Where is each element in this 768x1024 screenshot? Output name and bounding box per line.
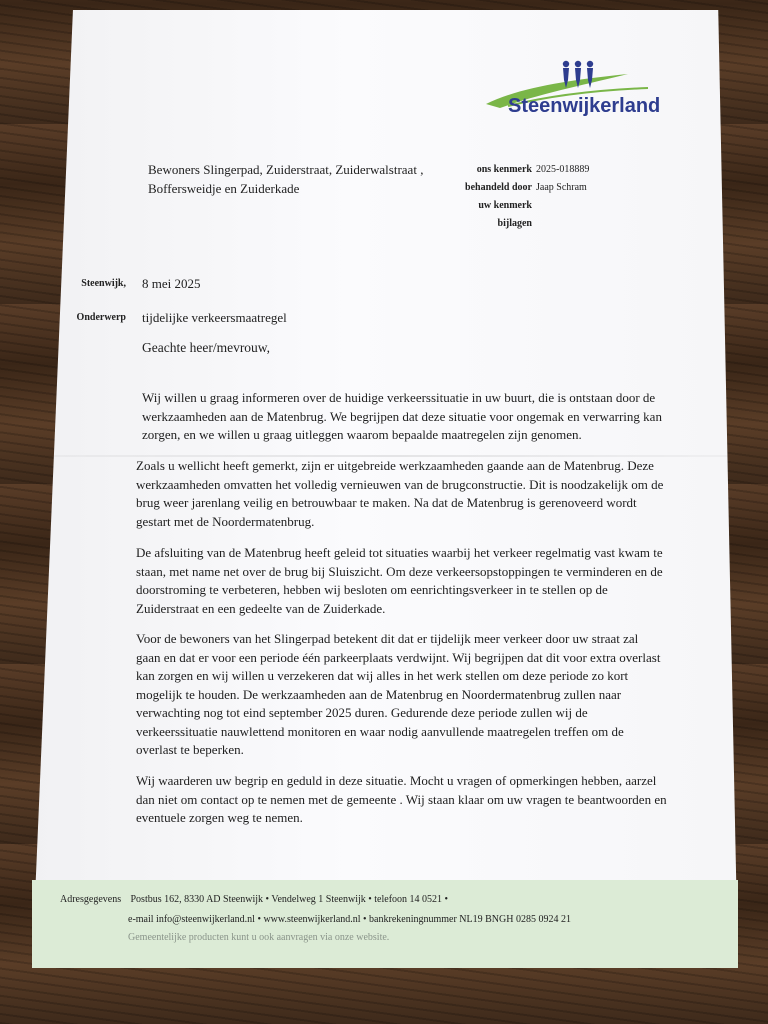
body-line: dan niet om contact op te nemen met de gemeente . Wij staan klaar om uw vragen te beantwoorden en (136, 791, 667, 807)
subject-value: tijdelijke verkeersmaatregel (142, 310, 287, 325)
logo-wordmark: Steenwijkerland (508, 95, 661, 117)
reference-block (440, 161, 589, 233)
body-line: verkeerssituatie nauwlettend monitoren en waar nodig aanvullende maatregelen treffen om de (136, 723, 624, 739)
reference-value: Jaap Schram (536, 182, 587, 193)
body-paragraph (142, 389, 662, 445)
body-line: kan zorgen en wij willen u verzekeren dat wij alles in het werk stellen om deze periode zo kort (136, 668, 629, 683)
body-line: staan, met name net over de brug bij Sluiszicht. Om deze verkeersopstoppingen te verminderen en de (136, 563, 663, 579)
body-paragraph (136, 630, 660, 760)
footer-note: Gemeentelijke producten kunt u ook aanvragen via onze website. (128, 932, 390, 943)
body-line: verwachting nog tot eind september 2025 duren. Gedurende deze periode zullen wij de (136, 705, 588, 720)
reference-row (440, 179, 589, 197)
body-line: gaan en dat er voor een periode één parkeerplaats verdwijnt. Wij begrijpen dat dit voor extra overlast (136, 649, 661, 665)
reference-label: bijlagen (497, 218, 532, 229)
reference-row (440, 197, 589, 215)
body-line: brug weer jarenlang veilig en betrouwbaar te maken. Na dat de Matenbrug is gerenoveerd wordt (136, 495, 637, 510)
body-line: werkzaamheden omvatten het volledig vernieuwen van de brugconstructie. Dit is noodzakelijk om de (136, 476, 664, 492)
salutation: Geachte heer/mevrouw, (142, 340, 271, 355)
body-line: doorstroming te verbeteren, hebben wij besloten om eenrichtingsverkeer in te stellen op de (136, 582, 608, 597)
body-line: Voor de bewoners van het Slingerpad betekent dit dat er tijdelijk meer verkeer door uw straat zal (136, 631, 639, 646)
body-line: zorgen, en we willen u graag uitleggen waarom bepaalde maatregelen zijn genomen. (142, 427, 582, 442)
recipient-address (148, 160, 423, 198)
reference-row (440, 161, 589, 179)
footer-contact: e-mail info@steenwijkerland.nl • www.steenwijkerland.nl • bankrekeningnummer NL19 BNGH 0285 0924 21 (128, 914, 571, 925)
body-line: eventuele zorgen weg te nemen. (136, 810, 303, 825)
body-line: overlast te beperken. (136, 742, 244, 757)
body-line: De afsluiting van de Matenbrug heeft geleid tot situaties waarbij het verkeer regelmatig vast kwam te (136, 545, 663, 560)
reference-value: 2025-018889 (536, 164, 590, 175)
recipient-line: Bewoners Slingerpad, Zuiderstraat, Zuiderwalstraat , (148, 162, 424, 177)
subject-label: Onderwerp (76, 312, 126, 323)
body-line: mogelijk te houden. De werkzaamheden aan de Matenbrug en Noordermatenbrug zullen naar (136, 686, 622, 702)
reference-row (440, 215, 589, 233)
letter-date: 8 mei 2025 (142, 276, 201, 291)
place-label: Steenwijk, (81, 278, 126, 289)
body-line: Wij willen u graag informeren over de huidige verkeerssituatie in uw buurt, die is ontstaan door de (142, 390, 656, 405)
body-line: Zoals u wellicht heeft gemerkt, zijn er uitgebreide werkzaamheden gaande aan de Matenbrug. Deze (136, 458, 654, 473)
body-line: gestart met de Noordermatenbrug. (136, 513, 315, 529)
place-date-row (52, 276, 201, 292)
reference-label: behandeld door (465, 182, 532, 193)
footer-address-band (32, 880, 738, 968)
body-paragraph (136, 457, 663, 531)
body-line: Wij waarderen uw begrip en geduld in deze situatie. Mocht u vragen of opmerkingen hebben, aarzel (136, 773, 657, 788)
reference-label: uw kenmerk (478, 200, 532, 211)
footer-label: Adresgegevens (60, 894, 122, 905)
footer-address: Postbus 162, 8330 AD Steenwijk • Vendelweg 1 Steenwijk • telefoon 14 0521 • (130, 894, 449, 905)
subject-row (52, 310, 287, 326)
reference-label: ons kenmerk (476, 164, 532, 175)
recipient-line: Boffersweidje en Zuiderkade (148, 181, 300, 196)
body-paragraph (136, 544, 663, 618)
body-line: Zuiderstraat en een gedeelte van de Zuiderkade. (136, 600, 386, 616)
footer-line (60, 894, 448, 905)
body-paragraph (136, 772, 667, 828)
body-line: werkzaamheden aan de Matenbrug. We begrijpen dat deze situatie voor ongemak en verwarring kan (142, 408, 662, 424)
